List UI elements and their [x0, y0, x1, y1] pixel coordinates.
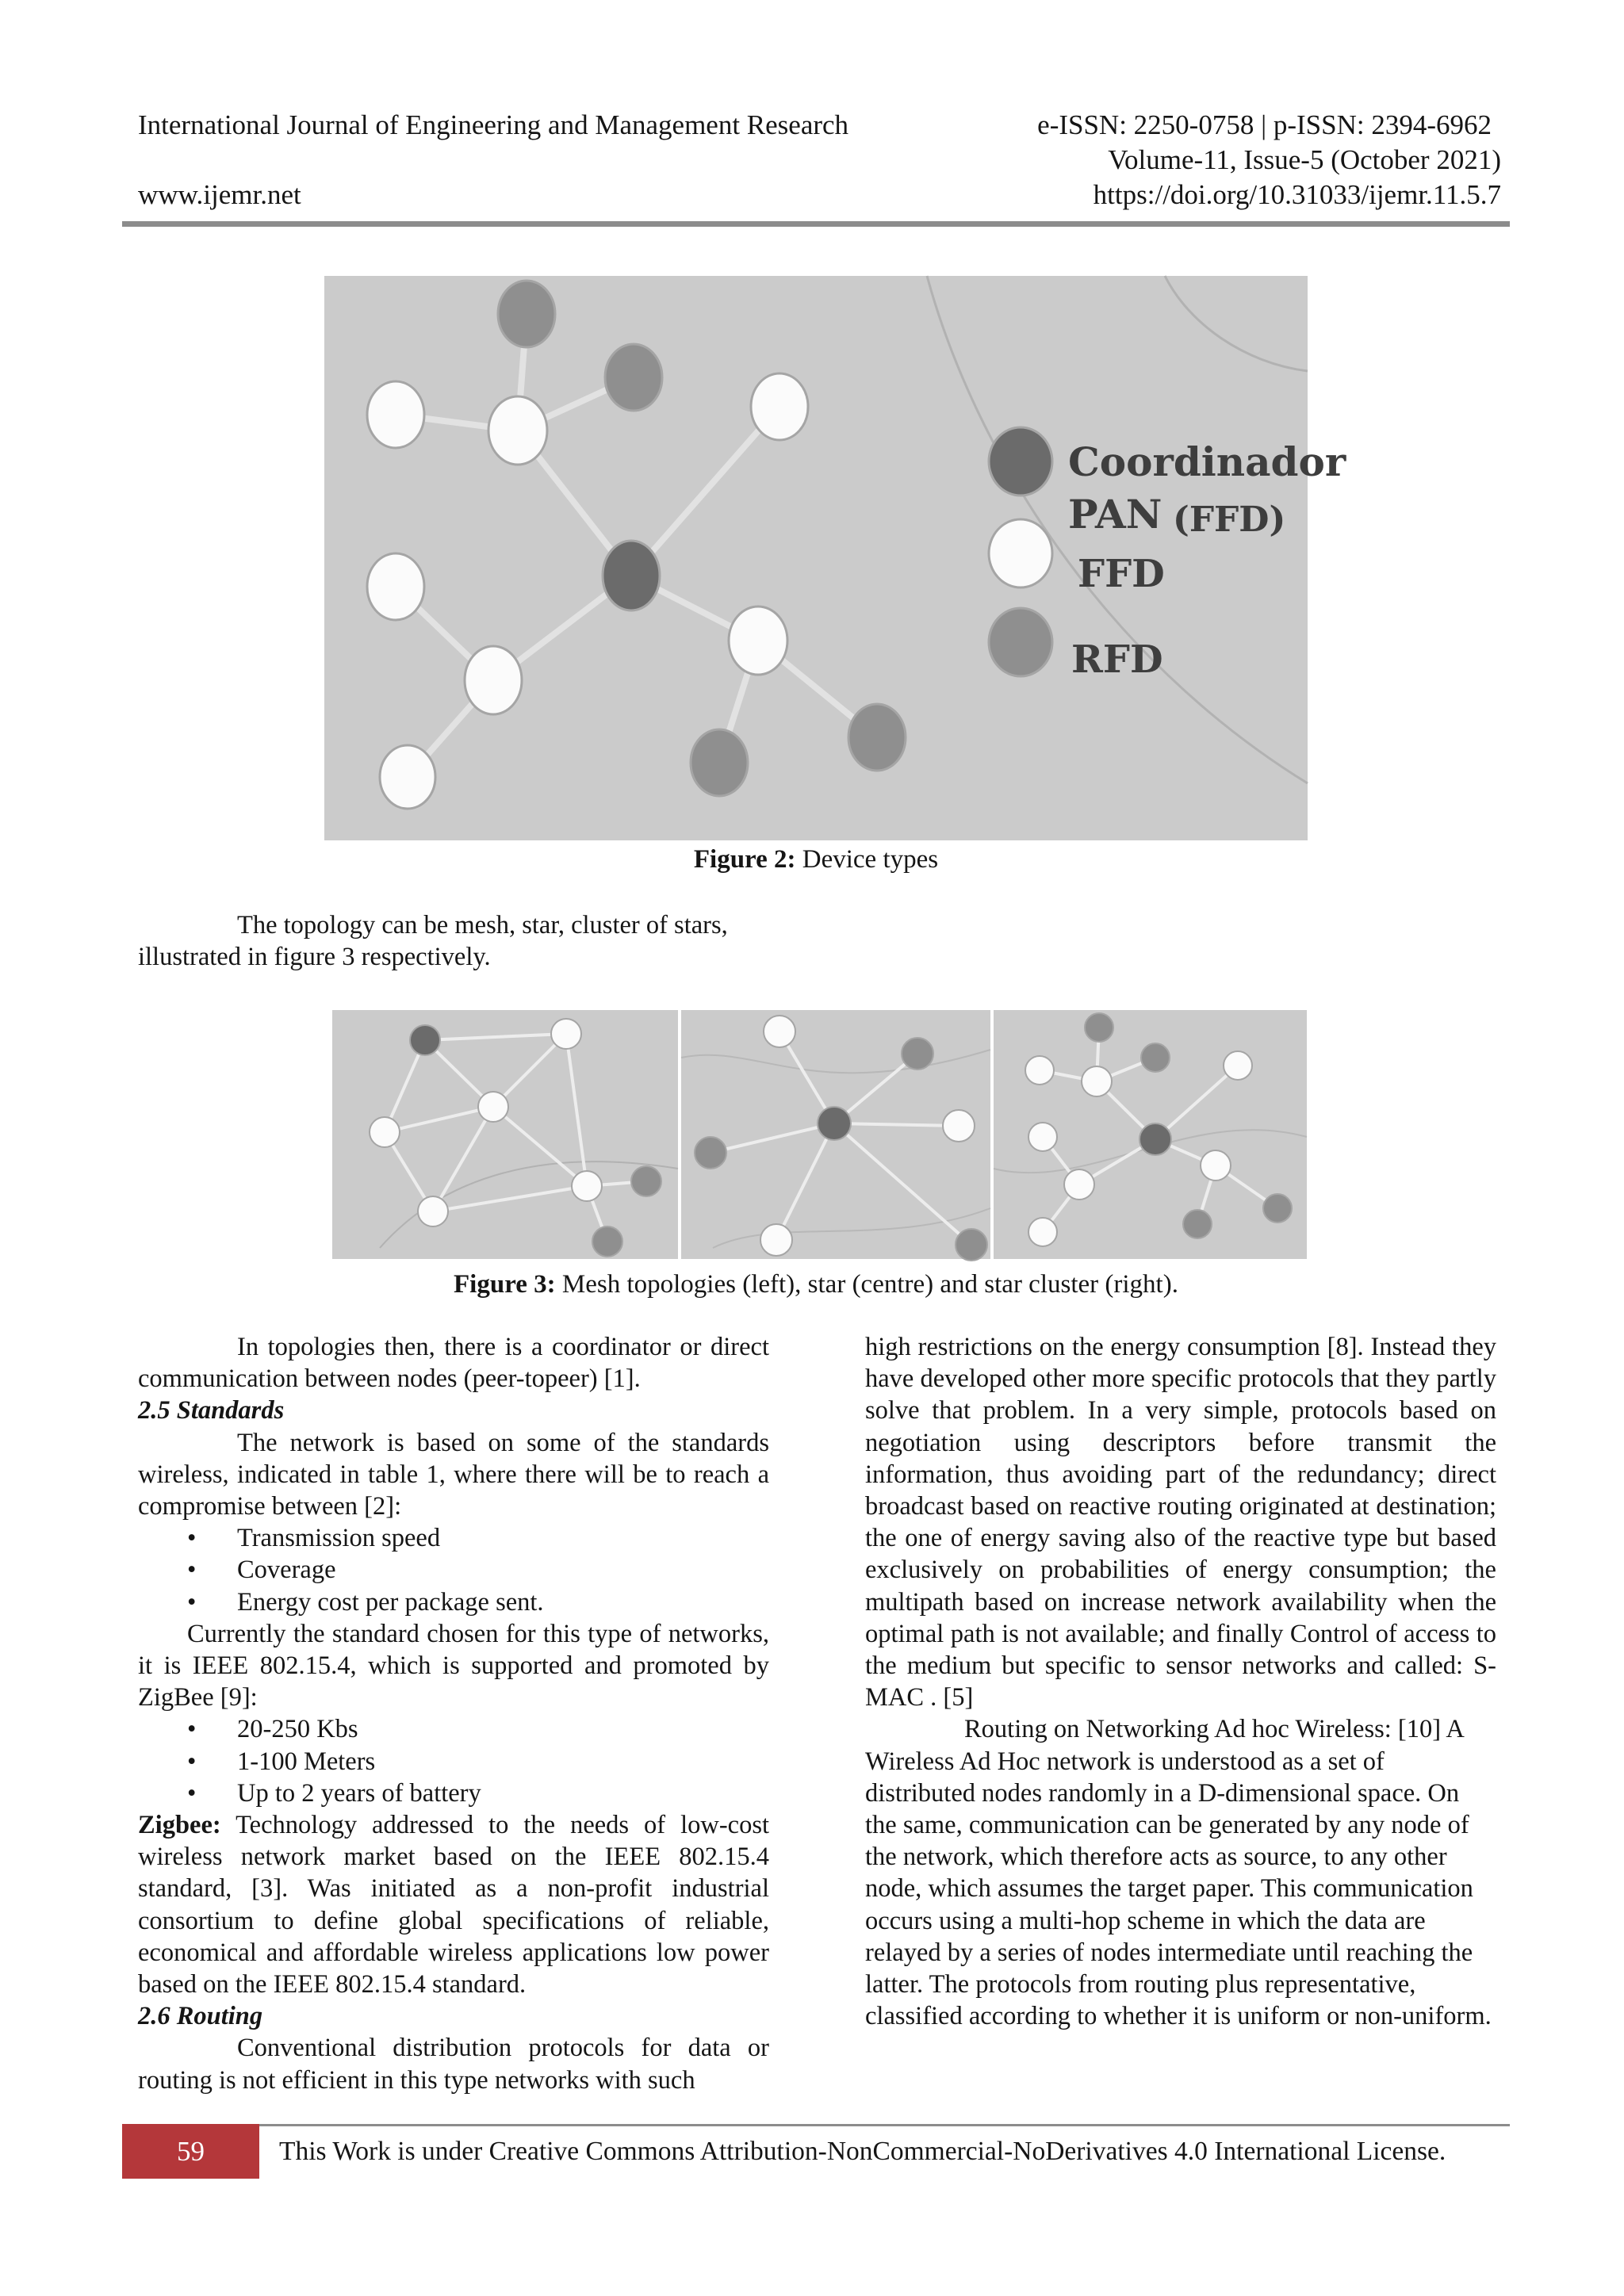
ffd-node [367, 553, 424, 620]
list-item: • 1-100 Meters [138, 1746, 769, 1777]
volume-issue: Volume-11, Issue-5 (October 2021) [1108, 144, 1501, 175]
paragraph: Routing on Networking Ad hoc Wireless: [10] A Wireless Ad Hoc network is understood as a set of distributed nodes randomly in a D-dimensional space. On the same, communication can be generated by any node of the network, which therefore acts as source, to any other node, which assumes the target paper. This communication occurs using a multi-hop scheme in which the data are relayed by a series of nodes intermediate until reaching the latter. The protocols from routing plus representative, classified according to whether it is uniform or non-uniform. [865, 1715, 1492, 2031]
rfd-node [605, 344, 662, 411]
intro-paragraph: The topology can be mesh, star, cluster of stars, illustrated in figure 3 respectively. [138, 911, 728, 972]
journal-title: International Journal of Engineering and Management Research [138, 109, 849, 140]
header-rule [122, 221, 1510, 227]
legend-coordinator-marker [989, 427, 1052, 496]
right-column [865, 1331, 1496, 2032]
doi: https://doi.org/10.31033/ijemr.11.5.7 [1093, 179, 1501, 210]
figure-3-star-cluster-panel [994, 1010, 1307, 1259]
figure-3-star-panel [681, 1010, 990, 1259]
ffd-node [465, 646, 522, 714]
figure-2-device-types [324, 276, 1346, 840]
paragraph: Currently the standard chosen for this type of networks, it is IEEE 802.15.4, which is supported and promoted by ZigBee [9]: [138, 1619, 769, 1712]
ffd-node [751, 373, 808, 440]
legend-pan-label: PAN [1068, 491, 1162, 538]
rfd-node [691, 729, 748, 796]
figure-2-caption: Figure 2: Device types [693, 845, 939, 874]
list-item: • 20-250 Kbs [138, 1713, 769, 1745]
rfd-node [498, 281, 555, 347]
list-item: • Up to 2 years of battery [138, 1777, 769, 1809]
rfd-node [848, 704, 906, 771]
ffd-node [367, 381, 424, 448]
list-item: • Coverage [138, 1554, 769, 1586]
figure-3-mesh-panel [332, 1010, 678, 1259]
list-item: • Energy cost per package sent. [138, 1586, 769, 1618]
figure-3-caption: Figure 3: Mesh topologies (left), star (centre) and star cluster (right). [454, 1270, 1178, 1299]
paragraph: In topologies then, there is a coordinator or direct communication between nodes (peer-topeer) [1]. [138, 1333, 769, 1394]
page-number: 59 [177, 2136, 205, 2167]
paragraph: high restrictions on the energy consumption [8]. Instead they have developed other more specific protocols that they partly solve that problem. In a very simple, protocols based on negotiation using descriptors before transmit the information, thus avoiding part of the redundancy; direct broadcast based on reactive routing originated at destination; the one of energy saving also of the reactive type but based exclusively on probabilities of energy consumption; the multipath based on increase network availability when the optimal path is not available; and finally Control of access to the medium but specific to sensor networks and called: S-MAC . [5] [865, 1333, 1496, 1712]
section-heading-standards: 2.5 Standards [138, 1396, 285, 1425]
bullet-list [138, 1522, 769, 1618]
legend-pan-ffd-label: (FFD) [1173, 499, 1286, 540]
ffd-node [729, 607, 787, 675]
left-column [138, 1331, 769, 2096]
paragraph: The network is based on some of the standards wireless, indicated in table 1, where there will be to reach a compromise between [2]: [138, 1428, 769, 1521]
legend-rfd-label: RFD [1071, 637, 1163, 682]
ffd-node [380, 745, 435, 809]
section-heading-routing: 2.6 Routing [138, 2002, 263, 2031]
legend-coordinator-label: Coordinador [1068, 438, 1346, 485]
issn: e-ISSN: 2250-0758 | p-ISSN: 2394-6962 [1037, 109, 1492, 140]
ffd-node [488, 396, 547, 465]
paragraph-zigbee: Zigbee: Technology addressed to the needs of low-cost wireless network market based on the IEEE 802.15.4 standard, [3]. Was initiated as a non-profit industrial consortium to define global specifications of reliable, economical and affordable wireless applications low power based on the IEEE 802.15.4 standard. [138, 1811, 769, 1999]
legend-ffd-label: FFD [1078, 552, 1165, 596]
bullet-list [138, 1713, 769, 1809]
legend-ffd-marker [989, 519, 1052, 587]
coordinator-node [603, 541, 660, 610]
paragraph: Conventional distribution protocols for data or routing is not efficient in this type networks with such [138, 2034, 769, 2095]
website: www.ijemr.net [138, 179, 301, 210]
list-item: • Transmission speed [138, 1522, 769, 1554]
license-text: This Work is under Creative Commons Attribution-NonCommercial-NoDerivatives 4.0 International License. [279, 2137, 1446, 2166]
legend-rfd-marker [989, 608, 1052, 676]
